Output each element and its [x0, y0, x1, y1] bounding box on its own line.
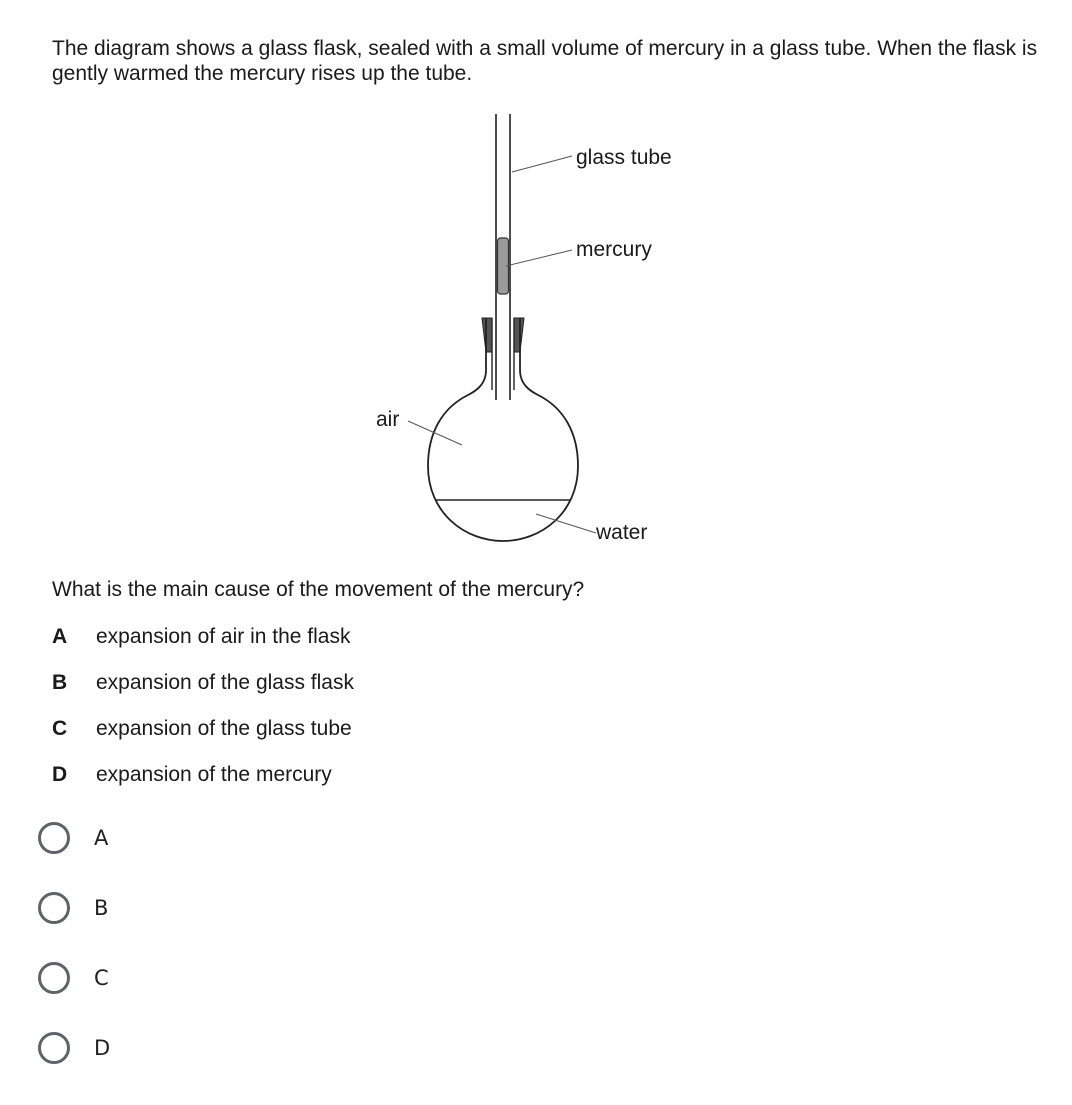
answer-options-list: [52, 625, 354, 809]
radio-button-c[interactable]: [38, 962, 70, 994]
radio-button-d[interactable]: [38, 1032, 70, 1064]
mercury-label: mercury: [576, 238, 652, 261]
flask-outline: [428, 318, 578, 541]
option-letter: D: [52, 763, 68, 786]
water-label: water: [596, 521, 648, 544]
radio-choice-group: [38, 822, 110, 1102]
option-text: expansion of the glass flask: [96, 671, 354, 694]
water-leader: [536, 514, 596, 533]
radio-button-b[interactable]: [38, 892, 70, 924]
option-row-c: [52, 717, 354, 763]
choice-label: B: [94, 896, 109, 920]
option-text: expansion of the mercury: [96, 763, 332, 786]
question-prompt: What is the main cause of the movement of the mercury?: [52, 578, 585, 601]
option-text: expansion of the glass tube: [96, 717, 352, 740]
glass-tube-label: glass tube: [576, 146, 672, 169]
question-text: The diagram shows a glass flask, sealed with a small volume of mercury in a glass tube. When the flask is gently warmed the mercury rises up the tube.: [52, 37, 1038, 85]
flask-diagram-svg: [360, 108, 700, 558]
choice-c[interactable]: [38, 962, 110, 1032]
choice-d[interactable]: [38, 1032, 110, 1102]
air-leader: [408, 421, 462, 445]
option-letter: B: [52, 671, 68, 694]
choice-a[interactable]: [38, 822, 110, 892]
flask-diagram: [360, 108, 700, 558]
glass-tube-leader: [512, 156, 572, 172]
air-label: air: [376, 408, 400, 431]
stopper-right: [514, 318, 524, 352]
option-row-b: [52, 671, 354, 717]
mercury-leader: [506, 250, 572, 266]
option-letter: C: [52, 717, 68, 740]
stopper-left: [482, 318, 492, 352]
option-letter: A: [52, 625, 68, 648]
option-row-a: [52, 625, 354, 671]
choice-label: C: [94, 966, 109, 990]
choice-b[interactable]: [38, 892, 110, 962]
choice-label: D: [94, 1036, 111, 1060]
option-row-d: [52, 763, 354, 809]
radio-button-a[interactable]: [38, 822, 70, 854]
choice-label: A: [94, 826, 109, 850]
option-text: expansion of air in the flask: [96, 625, 351, 648]
